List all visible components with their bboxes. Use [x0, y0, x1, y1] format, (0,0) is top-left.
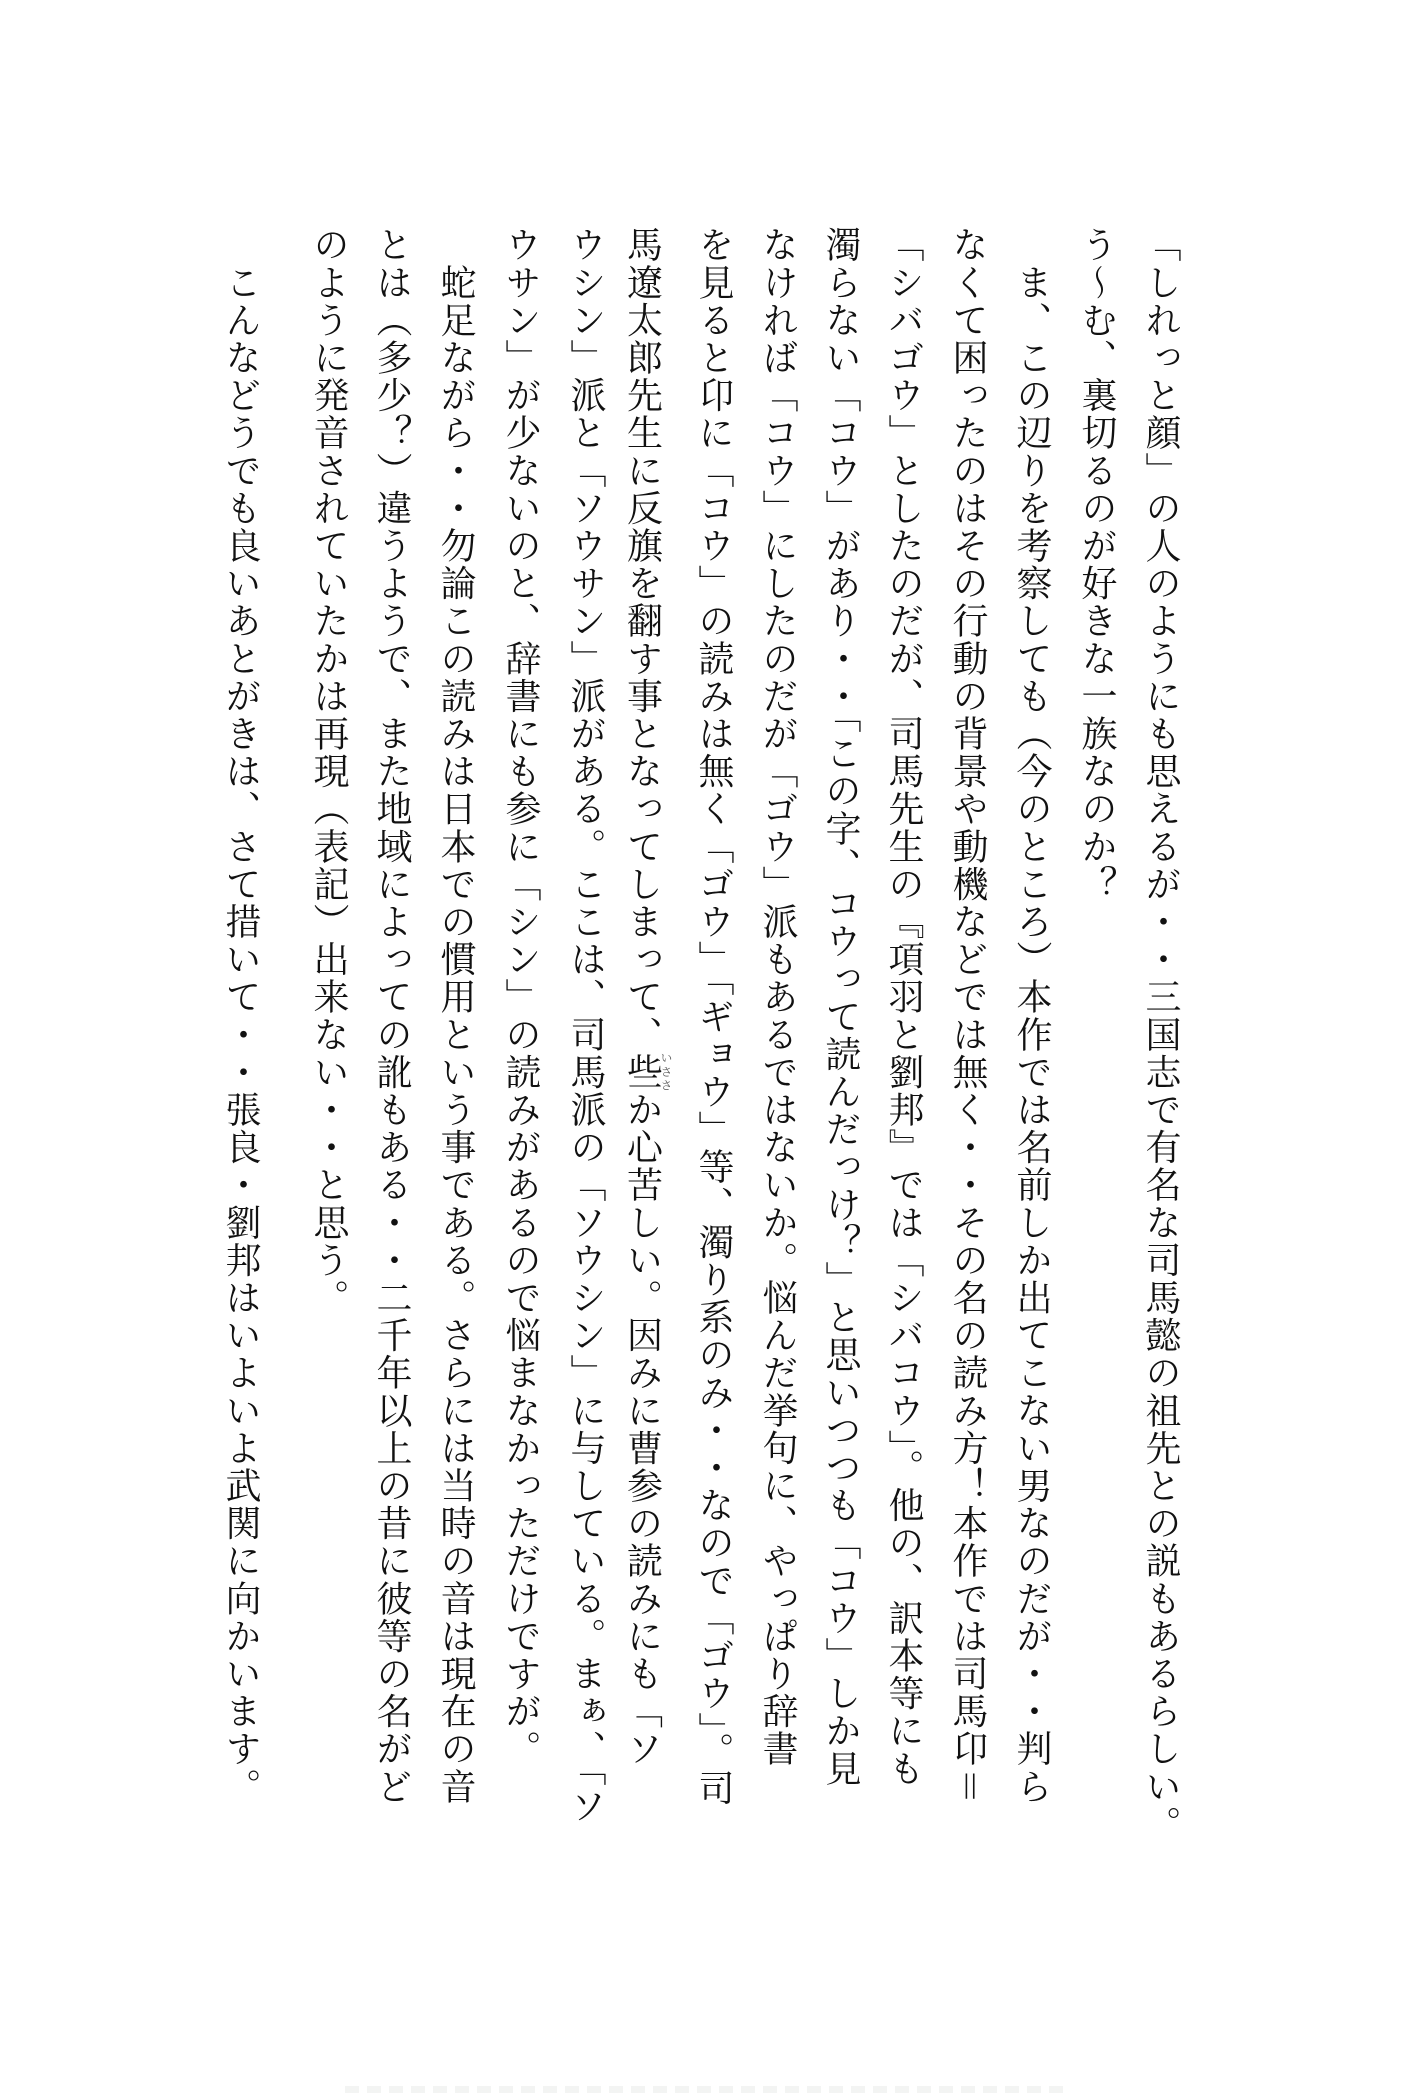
- bleed-through-mark: [345, 2086, 1065, 2093]
- ruby-isasa: [621, 1051, 673, 1093]
- text-column-3: ま、この辺りを考察しても（今のところ）本作では名前しか出てこない男なのだが・・判ら: [1011, 226, 1052, 1806]
- text-column-7: なければ「コウ」にしたのだが「ゴウ」派もあるではないか。悩んだ挙句に、やっぱり辞書: [757, 226, 798, 1768]
- text-column-14: のように発音されていたかは再現（表記）出来ない・・と思う。: [308, 226, 349, 1317]
- text-column-1: 「しれっと顔」の人のようにも思えるが・・三国志で有名な司馬懿の祖先との説もあるらしい。: [1140, 226, 1181, 1843]
- text-column-9-before: 馬遼太郎先生に反旗を翻す事となってしまって、: [621, 226, 663, 1054]
- text-column-15: こんなどうでも良いあとがきは、さて措いて・・張良・劉邦はいよいよ武関に向かいます。: [220, 226, 261, 1806]
- text-column-9-after: か心苦しい。因みに曹参の読みにも「ソ: [621, 1090, 663, 1768]
- text-column-13: とは（多少？）違うようで、また地域によっての訛もある・・二千年以上の昔に彼等の名がど: [371, 226, 412, 1806]
- text-column-12: 蛇足ながら・・勿論この読みは日本での慣用という事である。さらには当時の音は現在の音: [435, 226, 476, 1806]
- text-column-4: なくて困ったのはその行動の背景や動機などでは無く・・その名の読み方！本作では司馬卬＝: [947, 226, 988, 1806]
- ruby-base: 些: [621, 1051, 663, 1093]
- text-column-10: ウシン」派と「ソウサン」派がある。ここは、司馬派の「ソウシン」に与している。まぁ、「ソ: [565, 226, 606, 1825]
- text-column-5: 「シバゴウ」としたのだが、司馬先生の『項羽と劉邦』では「シバコウ」。他の、訳本等にも: [883, 226, 924, 1788]
- text-column-6: 濁らない「コウ」があり・・「この字、コウって読んだっけ？」と思いつつも「コウ」しか見: [820, 226, 861, 1788]
- text-column-8: を見ると卬に「コウ」の読みは無く「ゴウ」「ギョウ」等、濁り系のみ・・なので「ゴウ」。司: [693, 226, 734, 1807]
- text-column-2: う〜む、裏切るのが好きな一族なのか？: [1076, 226, 1117, 903]
- text-column-9: [621, 226, 673, 1866]
- text-column-11: ウサン」が少ないのと、辞書にも参に「シン」の読みがあるので悩まなかっただけですが。: [500, 226, 541, 1768]
- ruby-text: いささ: [659, 1051, 673, 1093]
